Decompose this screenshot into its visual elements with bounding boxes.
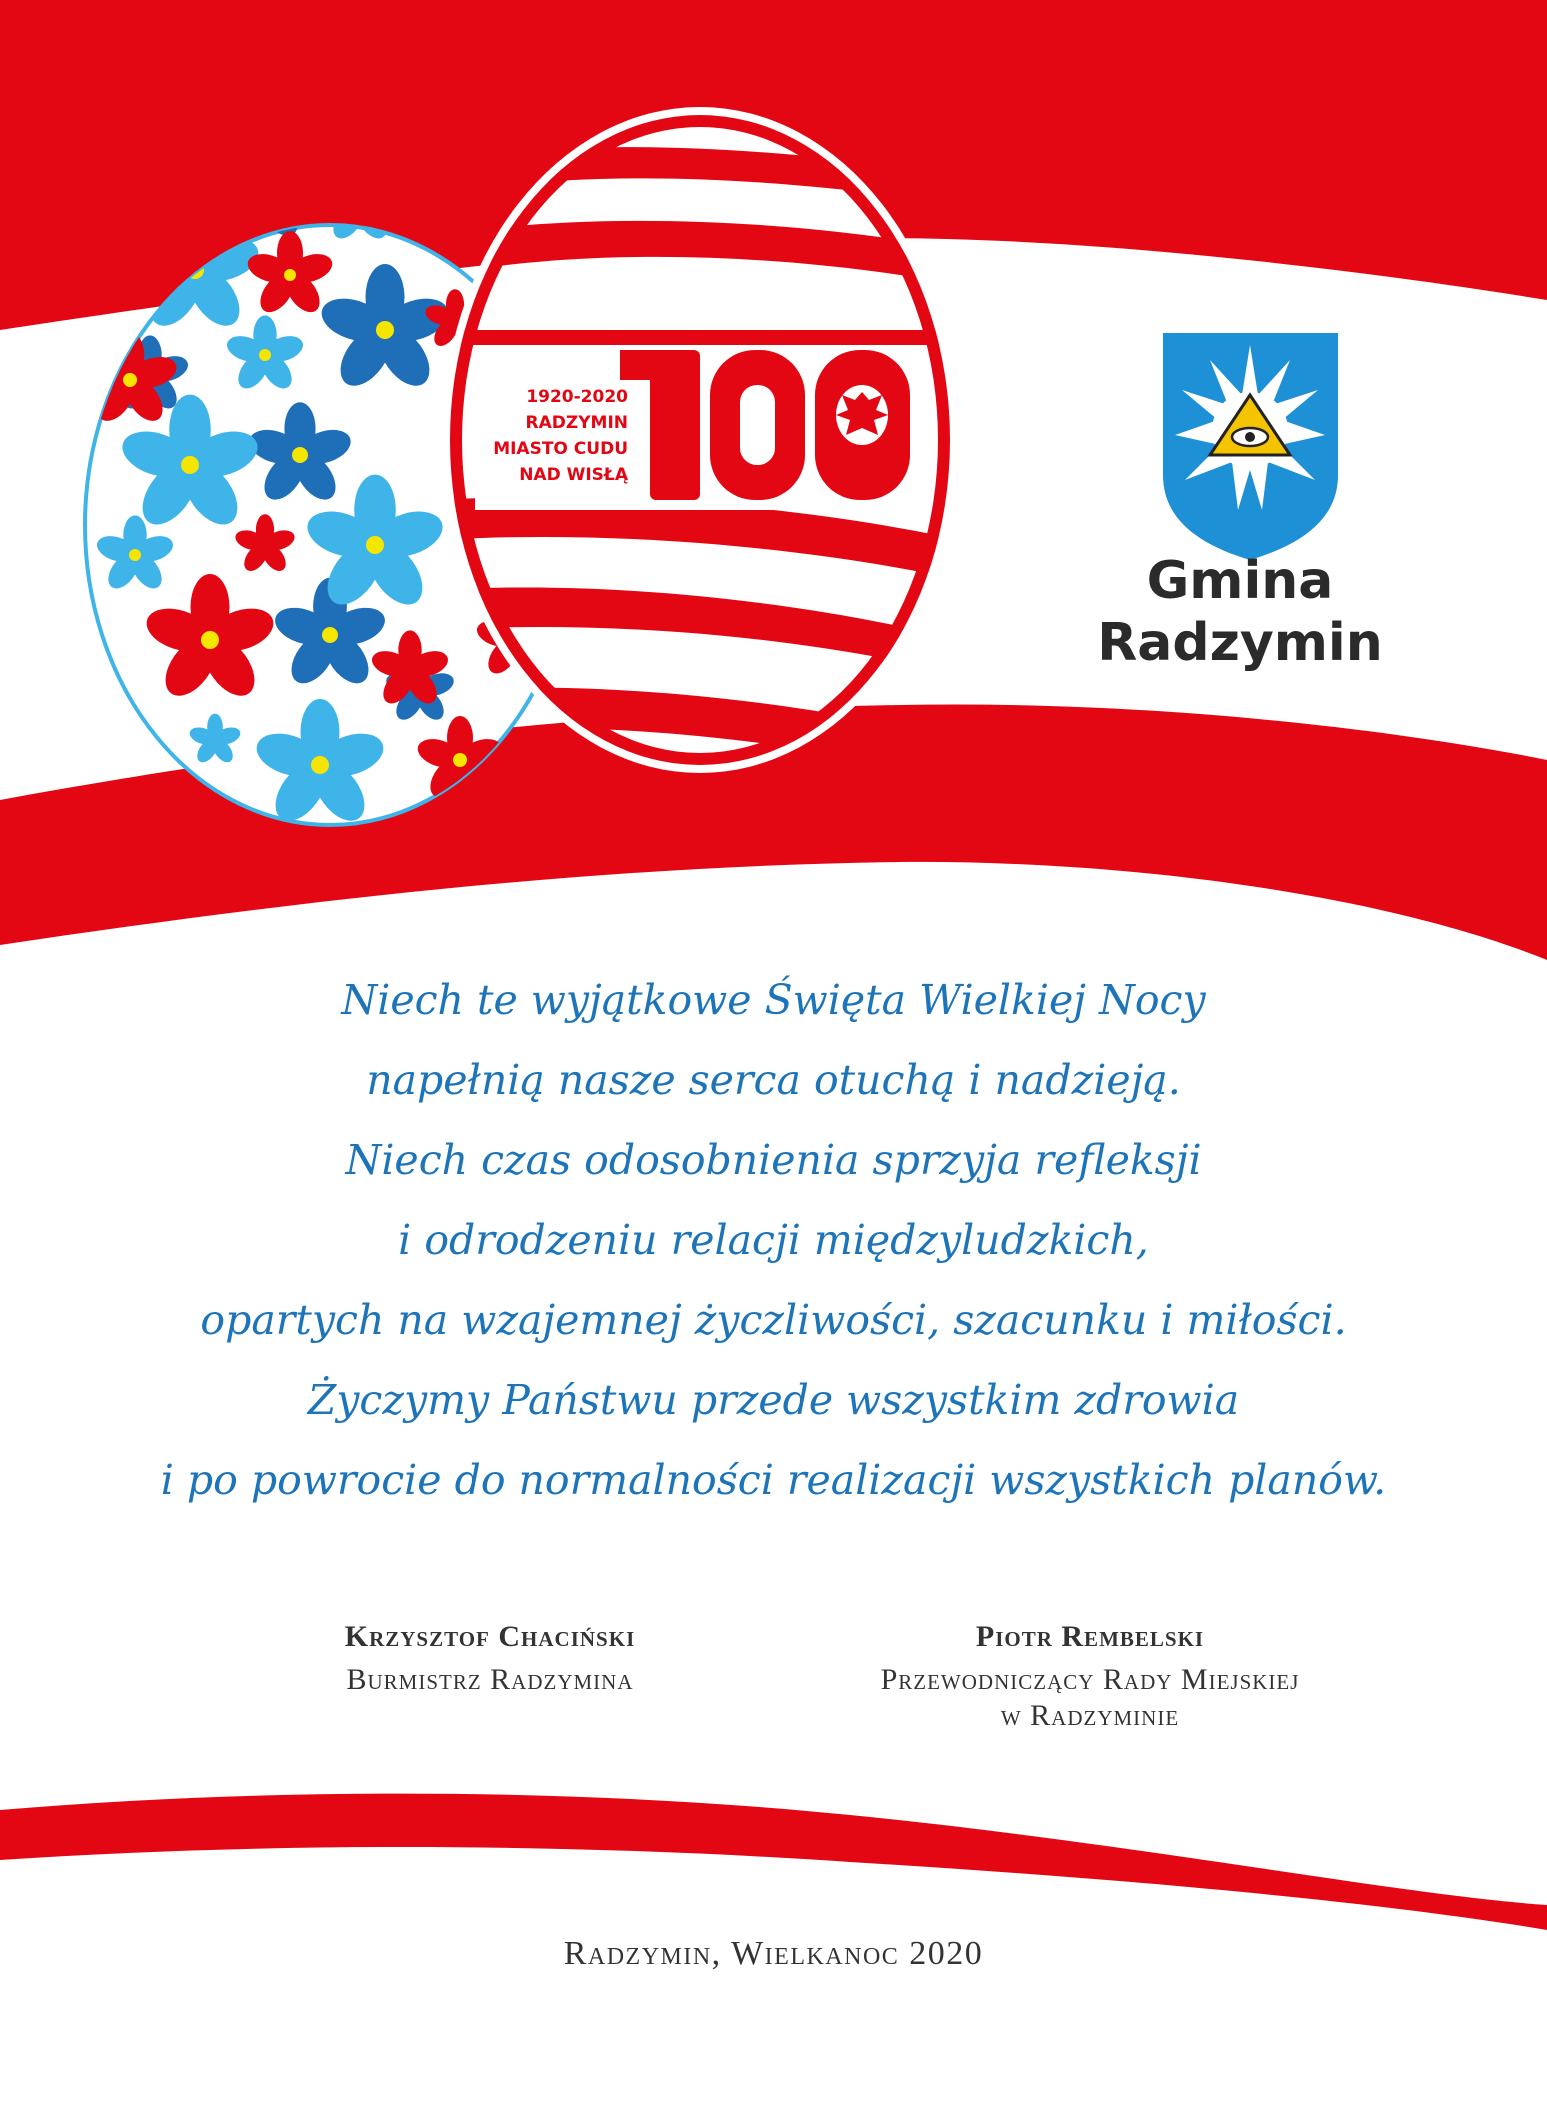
badge-line2: MIASTO CUDU	[493, 439, 628, 459]
signature-role: Przewodniczący Rady Miejskiej	[880, 1663, 1300, 1696]
greeting-line: napełnią nasze serca otuchą i nadzieją.	[366, 1056, 1181, 1104]
greeting-line: opartych na wzajemnej życzliwości, szacunku i miłości.	[200, 1296, 1347, 1344]
signature-name: Krzysztof Chaciński	[344, 1620, 636, 1653]
signature-role: Burmistrz Radzymina	[346, 1663, 634, 1696]
signature-mayor	[290, 1620, 690, 1698]
signature-name: Piotr Rembelski	[975, 1620, 1205, 1653]
logo-line1: Gmina	[1146, 551, 1334, 611]
badge-line1: RADZYMIN	[525, 413, 628, 433]
easter-greeting	[120, 960, 1427, 1520]
greeting-line: Niech czas odosobnienia sprzyja refleksji	[345, 1136, 1202, 1184]
gmina-logo-wordmark	[1085, 550, 1395, 674]
signature-role-line2: w Radzyminie	[1000, 1699, 1180, 1732]
signature-council-chair	[810, 1620, 1370, 1734]
badge-years: 1920-2020	[526, 387, 628, 407]
greeting-line: Niech te wyjątkowe Święta Wielkiej Nocy	[341, 976, 1206, 1024]
place-and-date: Radzymin, Wielkanoc 2020	[563, 1935, 984, 1972]
greeting-line: Życzymy Państwu przede wszystkim zdrowia	[307, 1376, 1240, 1424]
greeting-line: i po powrocie do normalności realizacji wszystkich planów.	[160, 1456, 1387, 1504]
eye-of-providence-crest-icon	[1163, 333, 1338, 560]
greeting-line: i odrodzeniu relacji międzyludzkich,	[398, 1216, 1149, 1264]
logo-line2: Radzymin	[1097, 613, 1383, 673]
badge-line3: NAD WISŁĄ	[519, 465, 628, 485]
